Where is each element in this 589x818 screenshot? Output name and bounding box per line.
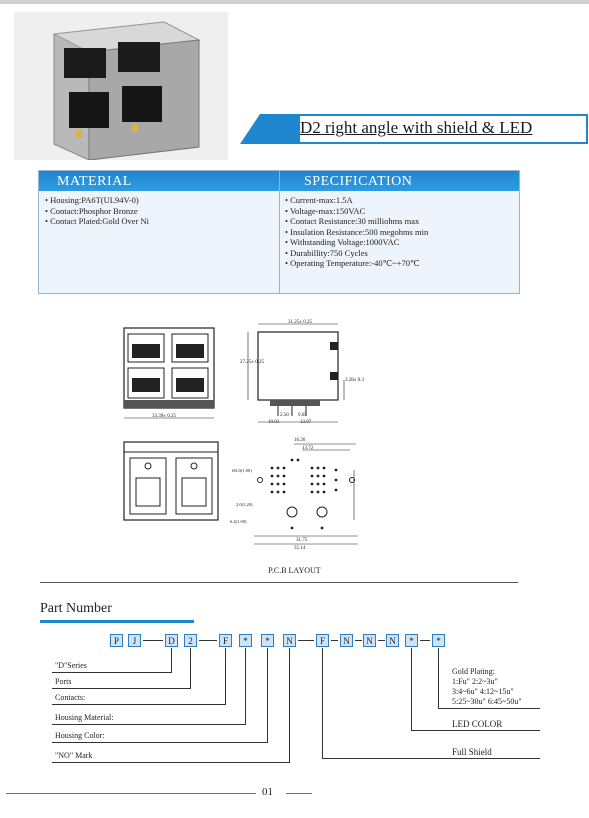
side-width-dim: 31.25± 0.25	[288, 320, 312, 325]
code-box: *	[261, 634, 274, 647]
list-item: • Withstanding Voltage:1000VAC	[285, 237, 400, 247]
list-item: • Durabillity:750 Cycles	[285, 247, 368, 258]
code-box: P	[110, 634, 123, 647]
leader-line	[52, 762, 290, 763]
side-dim-b1: 2.50	[280, 413, 289, 418]
list-item: • Contact:Phosphor Bronze	[45, 205, 138, 216]
pcb-layout-label: P.C.B LAYOUT	[268, 566, 321, 575]
material-header	[39, 171, 279, 191]
pcb-dim-3: 6.4(1.00)	[230, 519, 247, 524]
label-contacts: Contacts:	[55, 693, 86, 702]
table-divider	[279, 171, 280, 293]
code-dash	[331, 640, 338, 641]
footer-rule-left	[6, 793, 256, 794]
page-number: 01	[262, 786, 273, 798]
leader-line	[438, 648, 439, 708]
leader-line	[52, 742, 268, 743]
pcb-layout-drawing	[232, 440, 362, 550]
code-box: N	[340, 634, 353, 647]
spec-header	[280, 171, 519, 191]
leader-line	[411, 648, 412, 730]
leader-line	[52, 704, 226, 705]
leader-line	[52, 672, 172, 673]
label-no-mark: "NO" Mark	[55, 751, 93, 760]
section-divider	[40, 582, 518, 583]
code-box: N	[386, 634, 399, 647]
top-rule	[0, 0, 589, 4]
label-full-shield: Full Shield	[452, 747, 492, 757]
code-dash	[355, 640, 362, 641]
list-item: • Housing:PA6T(UL94V-0)	[45, 195, 139, 205]
label-gold-plating-2: 3:4~6u" 4:12~15u"	[452, 687, 514, 696]
code-box: *	[239, 634, 252, 647]
code-box: *	[405, 634, 418, 647]
part-number-underline	[40, 620, 194, 623]
side-dim-b2: 9.65	[298, 413, 307, 418]
leader-line	[438, 708, 540, 709]
side-right-dim: 3.28± 0.3	[345, 378, 364, 383]
material-heading: MATERIAL	[57, 174, 132, 189]
list-item: • Contact Plated:Gold Over Ni	[45, 216, 150, 226]
leader-line	[52, 688, 191, 689]
leader-line	[190, 648, 191, 688]
leader-line	[322, 758, 540, 759]
front-view-drawing	[118, 322, 220, 426]
list-item: • Current-max:1.5A	[285, 195, 353, 205]
leader-line	[225, 648, 226, 704]
leader-line	[245, 648, 246, 724]
label-gold-plating: Gold Plating:	[452, 667, 495, 676]
code-box: F	[316, 634, 329, 647]
pcb-bottom-dim-1: 31.75	[296, 538, 308, 543]
side-dim-b3: 10.03	[268, 420, 280, 425]
list-item: • Contact Resistance:30 milliohms max	[285, 216, 420, 226]
footer-rule-right	[286, 793, 312, 794]
material-list	[45, 195, 149, 227]
side-height-dim: 27.25± 0.25	[240, 360, 264, 365]
pcb-dim-2: 2.0(3.20)	[236, 502, 253, 507]
list-item: • Operating Temperature:-40℃~+70℃	[285, 258, 420, 268]
code-dash	[199, 640, 217, 641]
product-photo	[14, 12, 228, 160]
list-item: • Insulation Resistance:500 megohms min	[285, 226, 429, 237]
spec-heading: SPECIFICATION	[304, 174, 413, 189]
spec-table	[38, 170, 520, 294]
page-title: D2 right angle with shield & LED	[300, 118, 533, 137]
code-box: F	[219, 634, 232, 647]
pcb-dim-1: Ø4.0(1.00)	[232, 468, 252, 473]
part-number-title: Part Number	[40, 601, 112, 616]
code-box: N	[363, 634, 376, 647]
leader-line	[322, 648, 323, 758]
leader-line	[411, 730, 540, 731]
code-box: *	[432, 634, 445, 647]
code-dash	[298, 640, 314, 641]
code-box: D	[165, 634, 178, 647]
code-box: N	[283, 634, 296, 647]
leader-line	[267, 648, 268, 742]
code-dash	[420, 640, 430, 641]
label-housing-material: Housing Material:	[55, 713, 114, 722]
code-dash	[143, 640, 163, 641]
code-box: 2	[184, 634, 197, 647]
pcb-top-dim-1: 16.26	[294, 438, 306, 443]
bottom-view-drawing	[120, 438, 222, 526]
side-dim-b4: 13.97	[300, 420, 312, 425]
code-box: J	[128, 634, 141, 647]
label-gold-plating-1: 1:Fu" 2:2~3u"	[452, 677, 498, 686]
code-dash	[378, 640, 385, 641]
list-item: • Voltage-max:150VAC	[285, 205, 366, 216]
pcb-top-dim-2: 13.72	[302, 446, 314, 451]
leader-line	[171, 648, 172, 672]
leader-line	[52, 724, 246, 725]
label-led-color: LED COLOR	[452, 719, 503, 729]
label-gold-plating-3: 5:25~30u" 6:45~50u"	[452, 697, 522, 706]
side-view-drawing	[240, 320, 350, 430]
front-width-dim: 33.39± 0.25	[152, 414, 176, 419]
spec-list	[285, 195, 428, 269]
label-housing-color: Housing Color:	[55, 731, 105, 740]
pcb-bottom-dim-2: 35.14	[294, 546, 306, 551]
label-series: "D"Series	[55, 661, 87, 670]
label-ports: Ports	[55, 677, 72, 686]
leader-line	[289, 648, 290, 762]
